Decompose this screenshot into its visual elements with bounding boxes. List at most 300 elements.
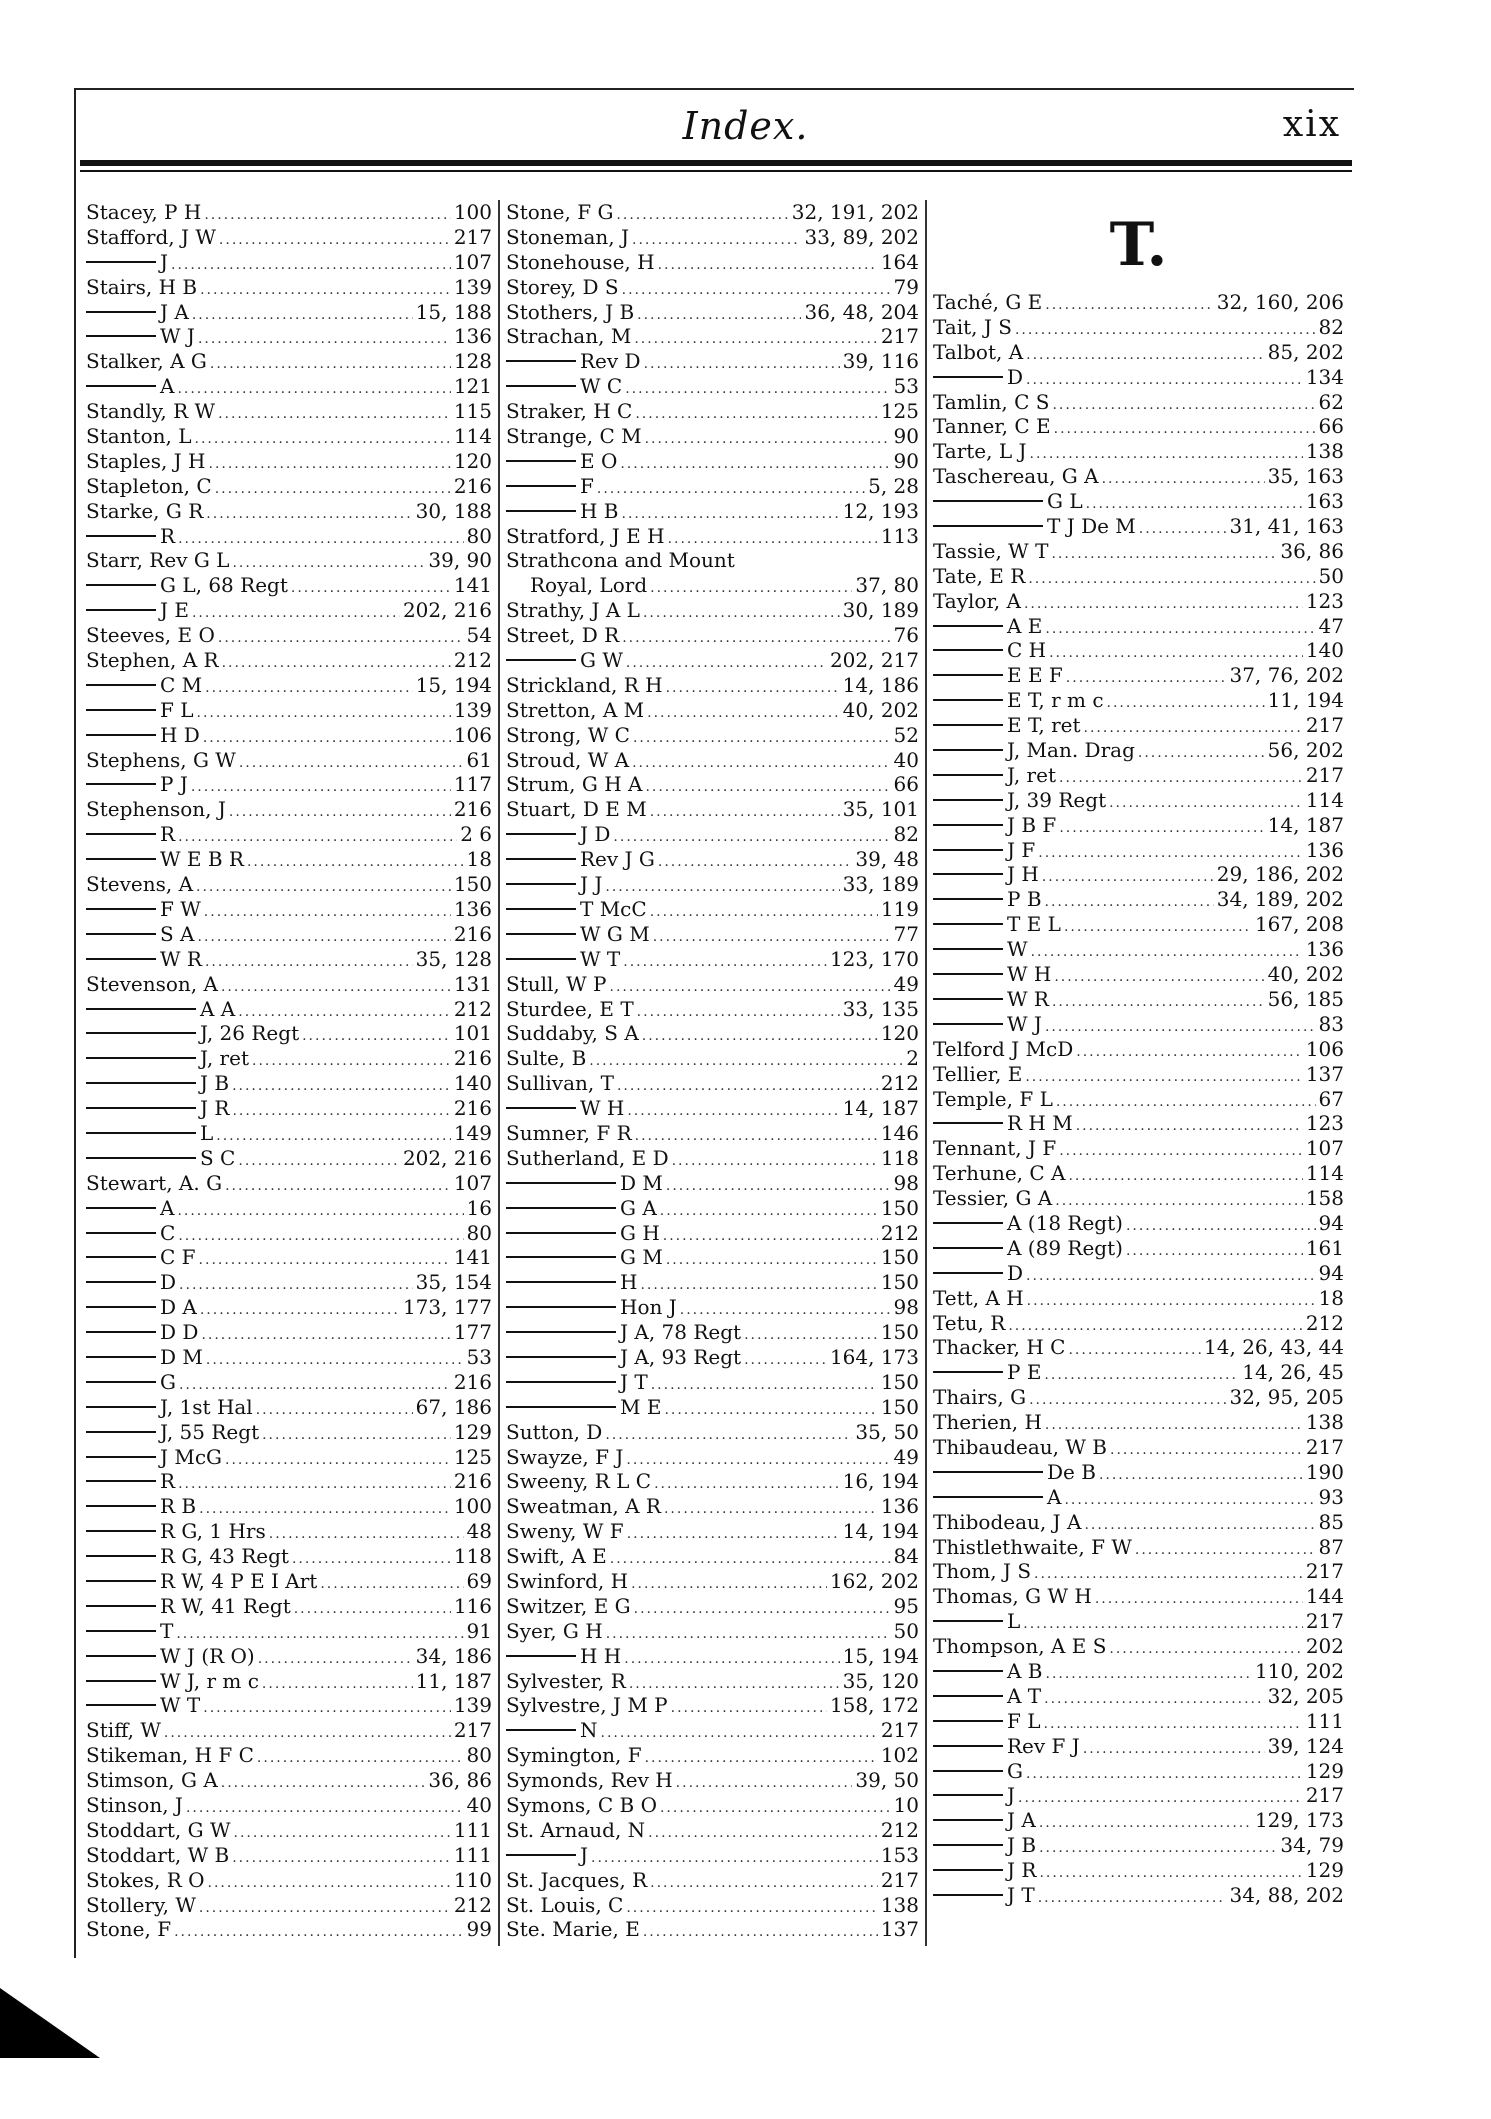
dot-leader bbox=[1052, 393, 1315, 415]
dot-leader bbox=[1138, 741, 1265, 763]
index-entry bbox=[506, 1295, 919, 1320]
entry-pages: 69 bbox=[466, 1568, 492, 1593]
dot-leader bbox=[178, 1224, 463, 1246]
index-entry bbox=[933, 1286, 1344, 1311]
dot-leader bbox=[629, 1672, 840, 1694]
index-entry bbox=[506, 922, 919, 947]
dot-leader bbox=[174, 1920, 463, 1942]
ditto-dash bbox=[933, 1695, 1003, 1697]
dot-leader bbox=[744, 1348, 827, 1370]
entry-pages: 11, 187 bbox=[415, 1668, 492, 1693]
entry-name bbox=[506, 1793, 657, 1818]
entry-name bbox=[933, 1634, 1106, 1659]
entry-pages: 83 bbox=[1318, 1011, 1344, 1036]
dot-leader bbox=[634, 327, 878, 349]
entry-pages: 107 bbox=[453, 1170, 492, 1195]
dot-leader bbox=[606, 1622, 891, 1644]
entry-name-text: E O bbox=[580, 448, 618, 473]
index-entry bbox=[86, 822, 492, 847]
dot-leader bbox=[203, 1696, 451, 1718]
ditto-dash bbox=[506, 883, 576, 885]
entry-name-text: A A bbox=[200, 996, 236, 1021]
entry-name bbox=[86, 847, 244, 872]
entry-name bbox=[86, 1718, 161, 1743]
entry-name bbox=[86, 524, 175, 549]
index-entry bbox=[506, 1270, 919, 1295]
entry-name bbox=[933, 1883, 1035, 1908]
ditto-dash bbox=[86, 1580, 156, 1582]
index-entry bbox=[506, 872, 919, 897]
ditto-dash bbox=[933, 376, 1003, 378]
index-entry bbox=[933, 340, 1344, 365]
entry-name bbox=[506, 972, 607, 997]
entry-name bbox=[933, 1037, 1073, 1062]
entry-pages: 115 bbox=[453, 399, 492, 424]
index-entry bbox=[506, 1743, 919, 1768]
entry-name bbox=[506, 1121, 632, 1146]
dot-leader bbox=[229, 800, 451, 822]
entry-name-text: Taylor, A bbox=[933, 588, 1021, 613]
ditto-dash bbox=[506, 1655, 576, 1657]
index-entry bbox=[506, 1196, 919, 1221]
index-entry bbox=[86, 648, 492, 673]
dot-leader bbox=[601, 1721, 878, 1743]
index-entry bbox=[933, 912, 1344, 937]
entry-pages: 47 bbox=[1318, 613, 1344, 638]
index-entry bbox=[86, 698, 492, 723]
dot-leader bbox=[650, 1871, 878, 1893]
entry-name-text: J, ret bbox=[1007, 762, 1056, 787]
index-entry bbox=[86, 1196, 492, 1221]
entry-name-text: W bbox=[1007, 937, 1028, 962]
entry-name bbox=[933, 1111, 1073, 1136]
dot-leader bbox=[234, 1821, 451, 1843]
entry-name-text: D bbox=[1007, 1260, 1024, 1285]
entry-pages: 40 bbox=[893, 747, 919, 772]
entry-name-text: Stanton, L bbox=[86, 424, 192, 449]
entry-name-text: W J bbox=[1007, 1011, 1042, 1036]
index-entry bbox=[86, 1519, 492, 1544]
entry-name bbox=[506, 772, 642, 797]
index-entry bbox=[86, 1743, 492, 1768]
entry-pages: 39, 124 bbox=[1267, 1733, 1344, 1758]
entry-name bbox=[506, 1569, 628, 1594]
entry-name-text: W C bbox=[580, 374, 623, 399]
index-entry bbox=[933, 1186, 1344, 1211]
index-entry bbox=[506, 1693, 919, 1718]
entry-name bbox=[506, 1445, 623, 1470]
dot-leader bbox=[222, 651, 451, 673]
entry-name bbox=[86, 1669, 259, 1694]
dot-leader bbox=[1039, 1811, 1252, 1833]
entry-name bbox=[933, 788, 1106, 813]
entry-name bbox=[86, 1096, 229, 1121]
entry-name bbox=[506, 1917, 640, 1942]
dot-leader bbox=[1045, 890, 1214, 912]
entry-pages: 36, 86 bbox=[428, 1768, 492, 1793]
ditto-dash bbox=[933, 625, 1003, 627]
dot-leader bbox=[176, 1622, 463, 1644]
entry-name bbox=[933, 862, 1039, 887]
ditto-dash bbox=[86, 1456, 156, 1458]
index-entry bbox=[86, 1270, 492, 1295]
dot-leader bbox=[1055, 1189, 1303, 1211]
dot-leader bbox=[1044, 1712, 1303, 1734]
entry-name bbox=[506, 499, 619, 524]
entry-name-text: G W bbox=[580, 648, 623, 673]
entry-name-text: J bbox=[580, 1842, 589, 1867]
index-entry bbox=[86, 723, 492, 748]
index-entry bbox=[506, 1669, 919, 1694]
dot-leader bbox=[650, 800, 840, 822]
index-entry bbox=[933, 713, 1344, 738]
entry-name bbox=[506, 1619, 603, 1644]
entry-name bbox=[86, 474, 212, 499]
running-title: Index. bbox=[682, 104, 809, 148]
dot-leader bbox=[1027, 1289, 1316, 1311]
entry-name bbox=[86, 1270, 176, 1295]
dot-leader bbox=[197, 701, 451, 723]
dot-leader bbox=[178, 1472, 451, 1494]
index-entry bbox=[86, 474, 492, 499]
ditto-dash bbox=[933, 1794, 1003, 1796]
entry-name bbox=[933, 1335, 1065, 1360]
ditto-dash bbox=[86, 908, 156, 910]
dot-leader bbox=[1084, 716, 1303, 738]
dot-leader bbox=[200, 1298, 400, 1320]
ditto-dash bbox=[86, 1680, 156, 1682]
entry-name bbox=[506, 1693, 668, 1718]
dot-leader bbox=[206, 502, 412, 524]
entry-name-text: J A, 93 Regt bbox=[620, 1344, 742, 1369]
ditto-dash bbox=[86, 1008, 196, 1010]
entry-pages: 217 bbox=[1305, 713, 1344, 738]
entry-pages: 37, 80 bbox=[855, 573, 919, 598]
ditto-dash bbox=[86, 1431, 156, 1433]
dot-leader bbox=[654, 1472, 840, 1494]
index-entry bbox=[506, 1494, 919, 1519]
entry-pages: 2 6 bbox=[460, 822, 492, 847]
entry-name bbox=[506, 1868, 647, 1893]
entry-name-text: Rev F J bbox=[1007, 1733, 1080, 1758]
ditto-dash bbox=[933, 923, 1003, 925]
index-entry bbox=[933, 1808, 1344, 1833]
dot-leader bbox=[650, 900, 878, 922]
entry-name-text: A bbox=[160, 374, 175, 399]
dot-leader bbox=[634, 1597, 891, 1619]
entry-name-text: G M bbox=[620, 1245, 663, 1270]
entry-name bbox=[506, 797, 647, 822]
entry-pages: 14, 26, 43, 44 bbox=[1204, 1335, 1344, 1360]
entry-name-text: J E bbox=[160, 598, 189, 623]
entry-name-text: A E bbox=[1007, 613, 1043, 638]
index-entry bbox=[506, 1619, 919, 1644]
entry-name bbox=[86, 1221, 175, 1246]
index-entry bbox=[933, 838, 1344, 863]
entry-name-text: Stairs, H B bbox=[86, 274, 198, 299]
dot-leader bbox=[1018, 1786, 1303, 1808]
dot-leader bbox=[635, 1124, 878, 1146]
index-entry bbox=[86, 897, 492, 922]
index-entry bbox=[86, 872, 492, 897]
entry-pages: 216 bbox=[453, 1369, 492, 1394]
entry-name-text: Sylvester, R bbox=[506, 1668, 626, 1693]
entry-pages: 158 bbox=[1305, 1186, 1344, 1211]
entry-pages: 76 bbox=[893, 623, 919, 648]
entry-name-text: Strum, G H A bbox=[506, 772, 643, 797]
entry-pages: 30, 189 bbox=[842, 598, 919, 623]
ditto-dash bbox=[933, 1122, 1003, 1124]
entry-name-text: Strachan, M bbox=[506, 324, 632, 349]
index-entry bbox=[506, 748, 919, 773]
dot-leader bbox=[1026, 1762, 1303, 1784]
entry-name-text: Stikeman, H F C bbox=[86, 1743, 254, 1768]
index-entry bbox=[506, 374, 919, 399]
entry-name-text: St. Louis, C bbox=[506, 1892, 624, 1917]
entry-pages: 217 bbox=[880, 1867, 919, 1892]
dot-leader bbox=[269, 1522, 464, 1544]
entry-name-text: P B bbox=[1007, 887, 1042, 912]
dot-leader bbox=[664, 1398, 877, 1420]
entry-name-text: Thairs, G bbox=[933, 1385, 1027, 1410]
entry-name-text: Stinson, J bbox=[86, 1793, 183, 1817]
entry-name bbox=[506, 1370, 648, 1395]
index-entry bbox=[86, 1843, 492, 1868]
entry-name-text: W J, r m c bbox=[160, 1668, 259, 1693]
entry-name-text: Stoneman, J bbox=[506, 224, 629, 249]
ditto-dash bbox=[506, 1331, 616, 1333]
dot-leader bbox=[1099, 1463, 1303, 1485]
entry-name bbox=[86, 723, 200, 748]
entry-name-text: E T, ret bbox=[1007, 713, 1081, 738]
entry-pages: 140 bbox=[453, 1071, 492, 1096]
entry-name-text: Stafford, J W bbox=[86, 224, 216, 249]
index-entry bbox=[86, 1146, 492, 1171]
entry-name-text: Stoddart, W B bbox=[86, 1842, 230, 1867]
index-entry bbox=[933, 1410, 1344, 1435]
entry-pages: 35, 101 bbox=[842, 797, 919, 822]
index-entry bbox=[506, 1519, 919, 1544]
ditto-dash bbox=[86, 584, 156, 586]
entry-name-text: Stothers, J B bbox=[506, 299, 635, 324]
entry-name bbox=[86, 897, 201, 922]
index-entry bbox=[86, 847, 492, 872]
ditto-dash bbox=[933, 948, 1003, 950]
entry-name bbox=[506, 922, 650, 947]
entry-pages: 14, 26, 45 bbox=[1242, 1360, 1344, 1385]
entry-pages: 67, 186 bbox=[415, 1394, 492, 1419]
entry-pages: 139 bbox=[453, 274, 492, 299]
dot-leader bbox=[221, 1771, 426, 1793]
entry-name-text: Suddaby, S A bbox=[506, 1021, 639, 1046]
entry-pages: 53 bbox=[893, 374, 919, 399]
index-entry bbox=[933, 1609, 1344, 1634]
dot-leader bbox=[1042, 865, 1214, 887]
ditto-dash bbox=[933, 500, 1043, 502]
dot-leader bbox=[205, 950, 413, 972]
dot-leader bbox=[257, 1746, 464, 1768]
entry-pages: 114 bbox=[453, 424, 492, 449]
entry-pages: 35, 154 bbox=[415, 1270, 492, 1295]
dot-leader bbox=[302, 1024, 451, 1046]
ditto-dash bbox=[86, 1406, 156, 1408]
dot-leader bbox=[1109, 791, 1303, 813]
entry-name bbox=[506, 1221, 660, 1246]
entry-pages: 67 bbox=[1318, 1086, 1344, 1111]
dot-leader bbox=[1076, 1040, 1303, 1062]
entry-name-text: H D bbox=[160, 722, 200, 747]
ditto-dash bbox=[86, 933, 156, 935]
entry-name bbox=[506, 623, 619, 648]
entry-name-text: J R bbox=[200, 1096, 230, 1121]
entry-pages: 85 bbox=[1318, 1509, 1344, 1534]
entry-name-text: J B bbox=[1007, 1833, 1037, 1858]
entry-name-text: A (18 Regt) bbox=[1007, 1210, 1123, 1235]
entry-pages: 217 bbox=[1305, 1609, 1344, 1634]
dot-leader bbox=[1066, 666, 1227, 688]
entry-name-text: Stull, W P bbox=[506, 971, 607, 996]
entry-name bbox=[86, 499, 203, 524]
dot-leader bbox=[232, 1846, 451, 1868]
entry-name-text: R H M bbox=[1007, 1111, 1073, 1136]
entry-name bbox=[506, 1768, 673, 1793]
entry-name bbox=[86, 772, 188, 797]
entry-pages: 32, 191, 202 bbox=[791, 200, 919, 224]
entry-name bbox=[86, 1021, 299, 1046]
ditto-dash bbox=[506, 1306, 616, 1308]
entry-name bbox=[933, 315, 1012, 340]
entry-pages: 16, 194 bbox=[842, 1469, 919, 1494]
index-entry bbox=[506, 1171, 919, 1196]
entry-name bbox=[506, 723, 630, 748]
entry-name-text: Sullivan, T bbox=[506, 1071, 614, 1096]
dot-leader bbox=[617, 1074, 878, 1096]
entry-name bbox=[506, 1843, 588, 1868]
index-entry bbox=[933, 788, 1344, 813]
dot-leader bbox=[632, 751, 890, 773]
entry-pages: 216 bbox=[453, 1046, 492, 1071]
entry-name-text: T bbox=[160, 1618, 174, 1643]
index-entry bbox=[86, 300, 492, 325]
entry-name bbox=[506, 598, 640, 623]
entry-name-text: A bbox=[160, 1195, 175, 1220]
dot-leader bbox=[1026, 343, 1265, 365]
dot-leader bbox=[637, 1000, 840, 1022]
index-entry bbox=[506, 1843, 919, 1868]
ditto-dash bbox=[506, 460, 576, 462]
entry-name bbox=[86, 1469, 175, 1494]
entry-name-text: Stuart, D E M bbox=[506, 797, 647, 822]
dot-leader bbox=[1023, 1612, 1303, 1634]
dot-leader bbox=[643, 1920, 878, 1942]
dot-leader bbox=[1095, 1587, 1303, 1609]
entry-name bbox=[506, 374, 622, 399]
entry-name bbox=[86, 1245, 196, 1270]
index-entry bbox=[506, 847, 919, 872]
entry-name-text: J F bbox=[1007, 837, 1036, 862]
index-entry bbox=[506, 1768, 919, 1793]
ditto-dash bbox=[933, 799, 1003, 801]
index-entry bbox=[86, 573, 492, 598]
entry-pages: 129 bbox=[453, 1419, 492, 1444]
entry-name bbox=[86, 1569, 317, 1594]
index-entry bbox=[506, 225, 919, 250]
index-entry bbox=[506, 1917, 919, 1942]
entry-name bbox=[86, 1868, 205, 1893]
index-entry bbox=[506, 1345, 919, 1370]
ditto-dash bbox=[933, 998, 1003, 1000]
entry-name-text: J A bbox=[1007, 1808, 1036, 1833]
entry-name-text: N bbox=[580, 1718, 598, 1743]
index-entry bbox=[506, 275, 919, 300]
entry-name-text: Sulte, B bbox=[506, 1046, 587, 1071]
dot-leader bbox=[645, 427, 891, 449]
entry-pages: 31, 41, 163 bbox=[1229, 514, 1344, 539]
entry-pages: 39, 90 bbox=[428, 548, 492, 573]
index-entry bbox=[933, 564, 1344, 589]
index-entry bbox=[933, 1012, 1344, 1037]
dot-leader bbox=[666, 1174, 891, 1196]
index-entry bbox=[933, 1037, 1344, 1062]
index-entry bbox=[86, 499, 492, 524]
ditto-dash bbox=[506, 1381, 616, 1383]
dot-leader bbox=[1038, 841, 1303, 863]
index-entry bbox=[933, 813, 1344, 838]
entry-name bbox=[933, 290, 1042, 315]
entry-name bbox=[506, 1644, 621, 1669]
dot-leader bbox=[1045, 617, 1315, 639]
entry-name bbox=[86, 275, 197, 300]
ditto-dash bbox=[933, 873, 1003, 875]
entry-name bbox=[506, 997, 634, 1022]
dot-leader bbox=[623, 950, 827, 972]
entry-name-text: F L bbox=[1007, 1708, 1041, 1733]
entry-pages: 15, 194 bbox=[842, 1643, 919, 1668]
index-entry bbox=[933, 1335, 1344, 1360]
dot-leader bbox=[1008, 1314, 1302, 1336]
entry-name-text: H B bbox=[580, 498, 619, 523]
index-entry bbox=[506, 449, 919, 474]
entry-pages: 110, 202 bbox=[1254, 1658, 1344, 1683]
index-entry bbox=[86, 1370, 492, 1395]
entry-name bbox=[506, 1245, 663, 1270]
dot-leader bbox=[605, 1423, 852, 1445]
entry-pages: 138 bbox=[1305, 1410, 1344, 1435]
entry-name bbox=[506, 324, 631, 349]
dot-leader bbox=[668, 527, 878, 549]
dot-leader bbox=[238, 1000, 451, 1022]
entry-name-text: Storey, D S bbox=[506, 274, 619, 299]
entry-name bbox=[933, 1485, 1061, 1510]
entry-pages: 14, 187 bbox=[842, 1096, 919, 1121]
entry-pages: 128 bbox=[453, 349, 492, 374]
entry-pages: 106 bbox=[1305, 1036, 1344, 1061]
entry-pages: 15, 194 bbox=[415, 672, 492, 697]
entry-name-text: J, ret bbox=[200, 1046, 249, 1071]
index-entry bbox=[933, 1360, 1344, 1385]
entry-name-text: W E B R bbox=[160, 847, 244, 872]
ditto-dash bbox=[506, 360, 576, 362]
index-entry bbox=[506, 424, 919, 449]
index-entry bbox=[506, 200, 919, 225]
dot-leader bbox=[206, 1348, 464, 1370]
dot-leader bbox=[635, 402, 877, 424]
index-entry bbox=[933, 688, 1344, 713]
entry-name bbox=[933, 1460, 1096, 1485]
entry-name bbox=[86, 1793, 183, 1818]
ditto-dash bbox=[933, 674, 1003, 676]
entry-name bbox=[506, 300, 634, 325]
